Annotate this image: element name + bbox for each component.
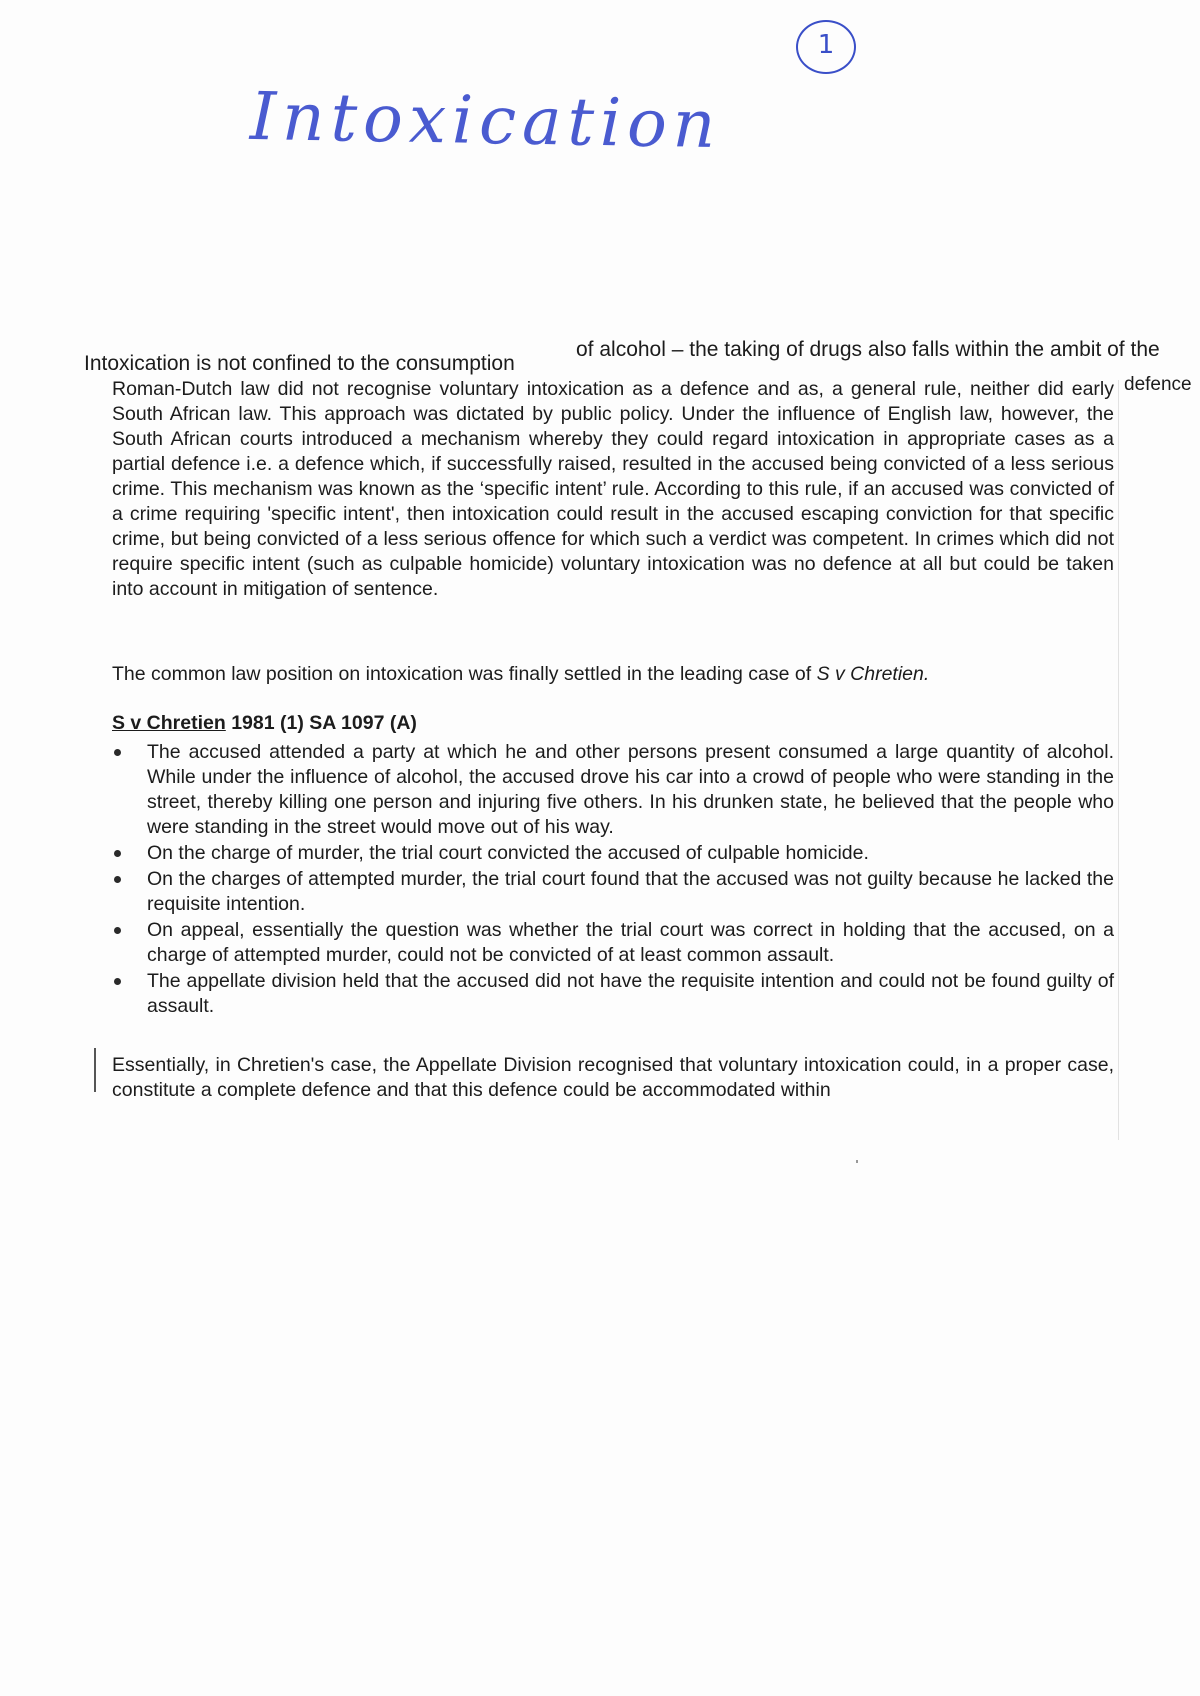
intro-line-part-a: Intoxication is not confined to the consumption (84, 352, 515, 375)
margin-mark (94, 1048, 96, 1092)
paragraph-text: The common law position on intoxication was finally settled in the leading case of (112, 663, 817, 685)
scan-edge-line (1118, 380, 1119, 1140)
case-citation: 1981 (1) SA 1097 (A) (225, 712, 417, 734)
handwritten-title: Intoxication (249, 77, 722, 164)
list-item: On the charge of murder, the trial court convicted the accused of culpable homicide. (112, 841, 1114, 866)
list-item: On the charges of attempted murder, the trial court found that the accused was not guilty because he lacked the requisite intention. (112, 867, 1114, 917)
bullet-icon (114, 927, 121, 934)
case-heading (112, 711, 1114, 736)
clipped-word: defence (1124, 374, 1192, 395)
list-item: The appellate division held that the accused did not have the requisite intention and could not be found guilty of assault. (112, 969, 1114, 1019)
paragraph-chretien-conclusion: Essentially, in Chretien's case, the Appellate Division recognised that voluntary intoxication could, in a proper case, constitute a complete defence and that this defence could be accommodated within (112, 1054, 1114, 1101)
bullet-icon (114, 978, 121, 985)
paragraph-roman-dutch-law: Roman-Dutch law did not recognise voluntary intoxication as a defence and as, a general rule, neither did early South African law. This approach was dictated by public policy. Under the influence of English law, however, the South African courts introduced a mechanism whereby they could regard intoxication in appropriate cases as a partial defence i.e. a defence which, if successfully raised, resulted in the accused being convicted of a less serious crime. This mechanism was known as the ‘specific intent’ rule. According to this rule, if an accused was convicted of a crime requiring 'specific intent', then intoxication could result in the accused escaping conviction for that specific crime, but being convicted of a less serious offence for which such a verdict was competent. In crimes which did not require specific intent (such as culpable homicide) voluntary intoxication was no defence at all but could be taken into account in mitigation of sentence. (112, 378, 1114, 600)
bullet-icon (114, 850, 121, 857)
scan-speck (856, 1160, 858, 1163)
case-name: S v Chretien (112, 712, 226, 734)
bullet-icon (114, 876, 121, 883)
paragraph-common-law-position (112, 662, 1114, 687)
intro-line-part-b: of alcohol – the taking of drugs also falls within the ambit of the (576, 338, 1160, 361)
case-reference: S v Chretien. (816, 663, 930, 685)
list-item: The accused attended a party at which he and other persons present consumed a large quantity of alcohol. While under the influence of alcohol, the accused drove his car into a crowd of people who were standing in the street, thereby killing one person and injuring five others. In his drunken state, he believed that the people who were standing in the street would move out of his way. (112, 740, 1114, 840)
list-item: On appeal, essentially the question was whether the trial court was correct in holding that the accused, on a charge of attempted murder, could not be convicted of at least common assault. (112, 918, 1114, 968)
page-number: 1 (817, 30, 835, 60)
circled-page-number (796, 20, 856, 74)
case-facts-list (112, 740, 1114, 1020)
bullet-icon (114, 749, 121, 756)
